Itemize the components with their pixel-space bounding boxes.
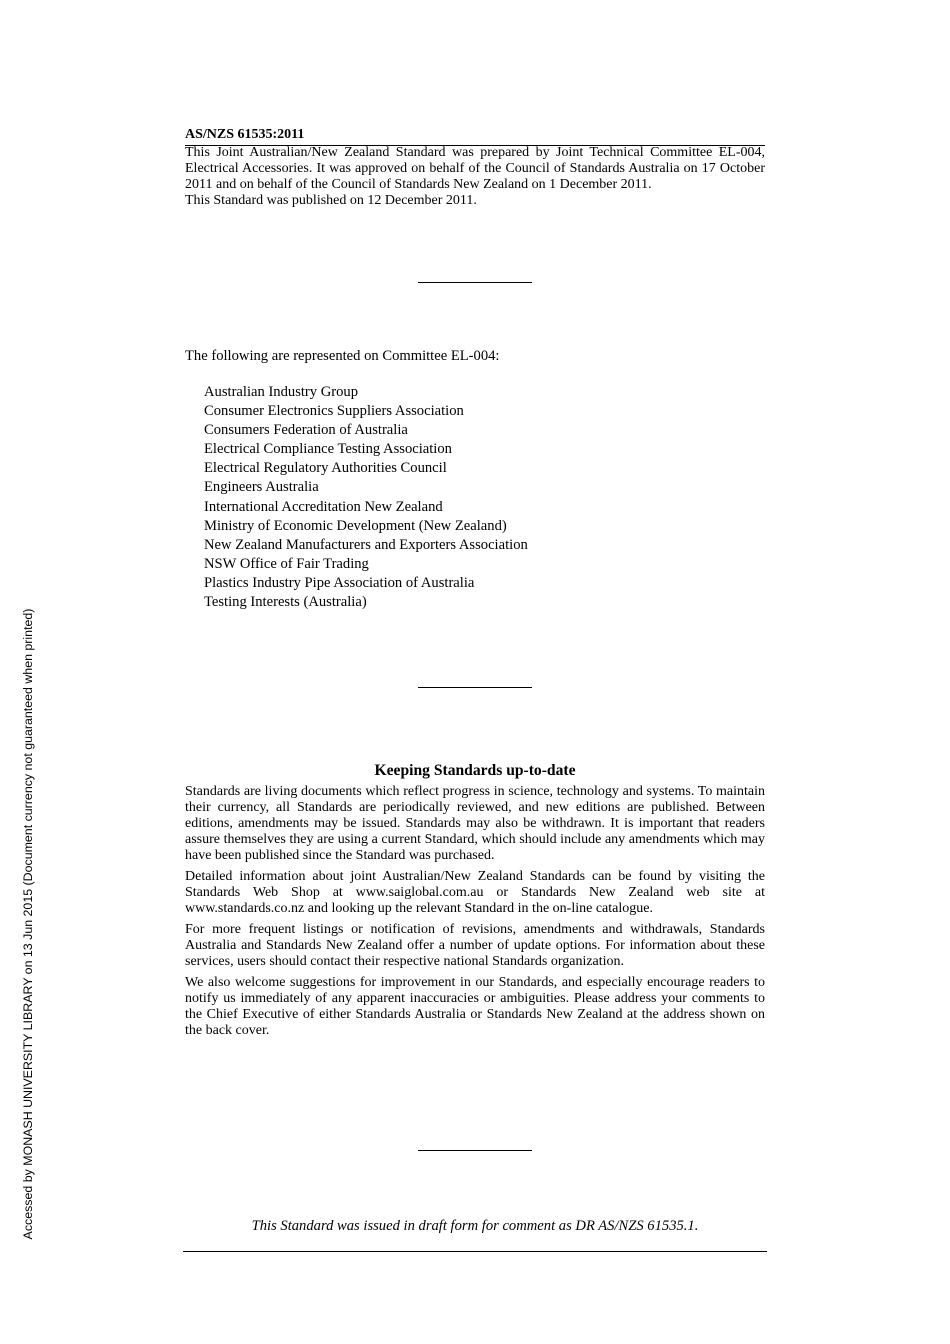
- preparation-statement: [185, 145, 765, 209]
- list-item: International Accreditation New Zealand: [204, 498, 443, 515]
- section-heading: Keeping Standards up-to-date: [374, 762, 576, 779]
- list-item: Engineers Australia: [204, 479, 319, 496]
- committee-intro: The following are represented on Committee EL-004:: [185, 348, 500, 364]
- draft-note: This Standard was issued in draft form for comment as DR AS/NZS 61535.1.: [251, 1218, 699, 1234]
- list-item: Electrical Compliance Testing Association: [204, 441, 452, 458]
- publication-date-paragraph: This Standard was published on 12 December 2011.: [185, 193, 477, 208]
- list-item: New Zealand Manufacturers and Exporters Association: [204, 536, 528, 553]
- section-divider: [418, 282, 532, 283]
- footer-rule: [183, 1251, 767, 1252]
- body-paragraph: Detailed information about joint Australian/New Zealand Standards can be found by visiting the Standards Web Shop at www.saiglobal.com.au or Standards New Zealand web site at www.standards.co.nz and looking up the relevant Standard in the on-line catalogue.: [185, 869, 765, 916]
- list-item: NSW Office of Fair Trading: [204, 555, 369, 572]
- access-watermark: Accessed by MONASH UNIVERSITY LIBRARY on 13 Jun 2015 (Document currency not guaranteed when printed): [21, 608, 35, 1240]
- standard-number: AS/NZS 61535:2011: [185, 127, 305, 142]
- body-paragraph: We also welcome suggestions for improvement in our Standards, and especially encourage readers to notify us immediately of any apparent inaccuracies or ambiguities. Please address your comments to the Chief Executive of either Standards Australia or Standards New Zealand at the address shown on the back cover.: [185, 975, 765, 1038]
- committee-organization-list: [204, 383, 528, 612]
- list-item: Ministry of Economic Development (New Zealand): [204, 517, 507, 534]
- body-paragraph: Standards are living documents which reflect progress in science, technology and systems. To maintain their currency, all Standards are periodically reviewed, and new editions are published. Between editions, amendments may be issued. Standards may also be withdrawn. It is important that readers assure themselves they are using a current Standard, which should include any amendments which may have been published since the Standard was purchased.: [185, 784, 765, 863]
- list-item: Consumers Federation of Australia: [204, 422, 408, 439]
- section-divider: [418, 687, 532, 688]
- section-divider: [418, 1150, 532, 1151]
- body-paragraph: For more frequent listings or notification of revisions, amendments and withdrawals, Standards Australia and Standards New Zealand offer a number of update options. For information about these services, users should contact their respective national Standards organization.: [185, 922, 765, 969]
- list-item: Consumer Electronics Suppliers Association: [204, 403, 464, 420]
- list-item: Electrical Regulatory Authorities Council: [204, 460, 447, 477]
- list-item: Testing Interests (Australia): [204, 594, 367, 611]
- preparation-paragraph: This Joint Australian/New Zealand Standard was prepared by Joint Technical Committee EL-004, Electrical Accessories. It was approved on behalf of the Council of Standards Australia on 17 October 2011 and on behalf of the Council of Standards New Zealand on 1 December 2011.: [185, 145, 765, 192]
- list-item: Australian Industry Group: [204, 384, 359, 400]
- list-item: Plastics Industry Pipe Association of Australia: [204, 574, 475, 591]
- keeping-standards-body: [185, 784, 765, 1044]
